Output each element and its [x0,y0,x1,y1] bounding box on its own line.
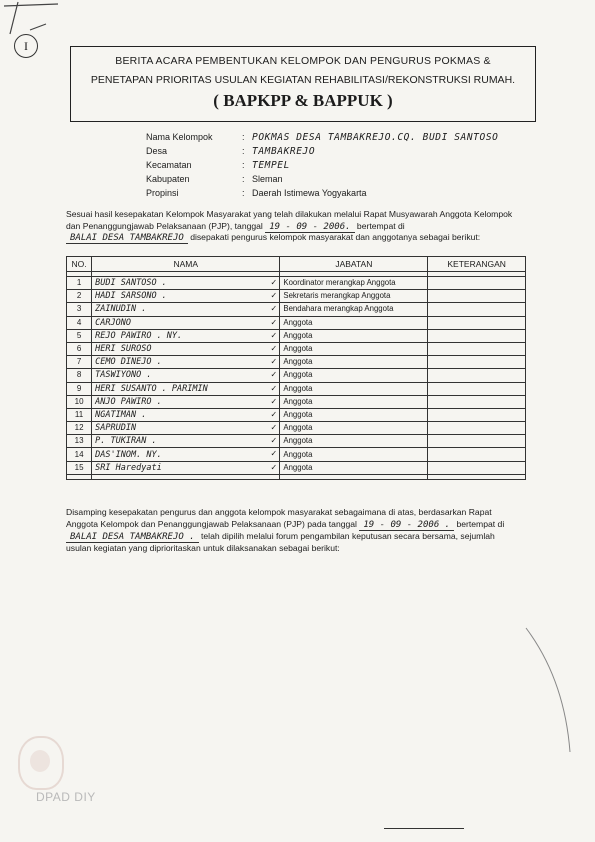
forum-date: 19 - 09 - 2006 . [359,520,454,531]
table-row: 12 SAPRUDIN ✓ Anggota [67,422,526,435]
archive-seal-icon [18,736,64,790]
regency-value: Sleman [252,174,283,184]
group-name-value: POKMAS DESA TAMBAKREJO.CQ. BUDI SANTOSO [252,132,499,143]
table-row: 8 TASWIYONO . ✓ Anggota [67,369,526,382]
village-value: TAMBAKREJO [252,146,316,157]
check-icon: ✓ [270,357,277,368]
margin-stroke [520,620,580,760]
corner-scribble [0,0,70,40]
district-value: TEMPEL [252,160,290,171]
check-icon: ✓ [270,423,277,434]
check-icon: ✓ [270,304,277,315]
header-title: ( BAPKPP & BAPPUK ) [213,91,393,110]
footer-line [384,828,464,829]
check-icon: ✓ [270,449,277,460]
table-header-row [67,257,526,272]
info-row-regency: Kabupaten : Sleman [146,174,283,184]
info-row-village: Desa : TAMBAKREJO [146,146,316,157]
check-icon: ✓ [270,462,277,473]
check-icon: ✓ [270,436,277,447]
province-value: Daerah Istimewa Yogyakarta [252,188,367,198]
header-nama: NAMA [92,257,280,272]
table-row: 1 BUDI SANTOSO . ✓ Koordinator merangkap Anggota [67,277,526,290]
header-jabatan: JABATAN [280,257,428,272]
group-info [146,130,498,200]
check-icon: ✓ [270,370,277,381]
header-line-1: BERITA ACARA PEMBENTUKAN KELOMPOK DAN PENGURUS POKMAS & [115,55,491,67]
forum-place: BALAI DESA TAMBAKREJO . [66,532,199,543]
check-icon: ✓ [270,409,277,420]
check-icon: ✓ [270,383,277,394]
table-row: 9 HERI SUSANTO . PARIMIN ✓ Anggota [67,382,526,395]
table-row: 5 REJO PAWIRO . NY. ✓ Anggota [67,329,526,342]
table-row: 2 HADI SARSONO . ✓ Sekretaris merangkap Anggota [67,290,526,303]
info-row-group-name: Nama Kelompok : POKMAS DESA TAMBAKREJO.CQ. BUDI SANTOSO [146,132,499,143]
table-row: 10 ANJO PAWIRO . ✓ Anggota [67,395,526,408]
header-no: NO. [67,257,92,272]
priority-paragraph: Disamping kesepakatan pengurus dan anggota kelompok masyarakat sebagaimana di atas, berdasarkan Rapat Anggota Kelompok dan Penanggungjawab Pelaksanaan (PJP) pada tanggal 19 - 09 - 2006 . bertempat di BALAI DESA TAMBAKREJO . telah dipilih melalui forum pengambilan keputusan secara bersama, sejumlah usulan kegiatan yang diprioritaskan untuk dilaksanakan sebagai berikut: [66,507,505,553]
header-line-2: PENETAPAN PRIORITAS USULAN KEGIATAN REHABILITASI/REKONSTRUKSI RUMAH. [90,74,516,86]
check-icon: ✓ [270,330,277,341]
header-keterangan: KETERANGAN [428,257,526,272]
table-row: 15 SRI Haredyati ✓ Anggota [67,461,526,474]
table-row: 11 NGATIMAN . ✓ Anggota [67,408,526,421]
check-icon: ✓ [270,291,277,302]
check-icon: ✓ [270,396,277,407]
page-mark: I [14,34,38,58]
table-row: 4 CARJONO ✓ Anggota [67,316,526,329]
table-row: 6 HERI SUROSO ✓ Anggota [67,342,526,355]
check-icon: ✓ [270,317,277,328]
info-row-district: Kecamatan : TEMPEL [146,160,290,171]
meeting-date: 19 - 09 - 2006. [265,222,354,233]
check-icon: ✓ [270,278,277,288]
header-box [70,46,536,122]
table-row: 13 P. TUKIRAN . ✓ Anggota [67,435,526,448]
info-row-province: Propinsi : Daerah Istimewa Yogyakarta [146,188,367,198]
spacer-row [67,474,526,479]
meeting-place: BALAI DESA TAMBAKREJO [66,233,188,244]
table-row: 7 CEMO DINEJO . ✓ Anggota [67,356,526,369]
table-row: 3 ZAINUDIN . ✓ Bendahara merangkap Anggota [67,303,526,316]
table-row: 14 DAS'INOM. NY. ✓ Anggota [67,448,526,461]
check-icon: ✓ [270,343,277,354]
archive-watermark: DPAD DIY [36,790,96,804]
agreement-paragraph: Sesuai hasil kesepakatan Kelompok Masyarakat yang telah dilakukan melalui Rapat Musyawarah Anggota Kelompok dan Penanggungjawab Pelaksanaan (PJP), tanggal 19 - 09 - 2006. bertempat di BALAI DESA TAMBAKREJO disepakati pengurus kelompok masyarakat dan anggotanya sebagai berikut: [66,209,513,243]
members-table [66,256,526,480]
